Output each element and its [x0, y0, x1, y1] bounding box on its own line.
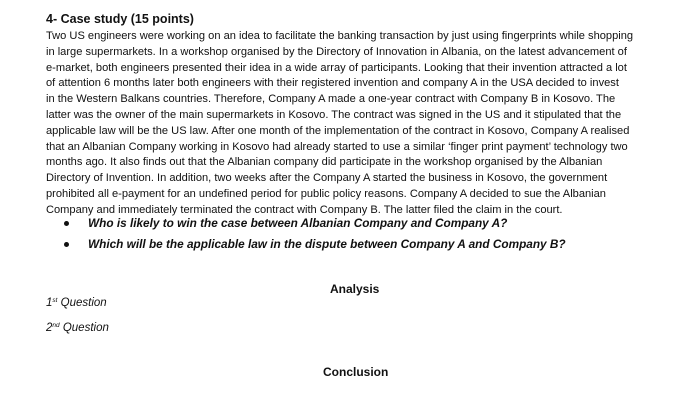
paragraph-line: applicable law will be the US law. After one month of the implementation of the contract in Kosovo, Company A realised	[46, 124, 630, 137]
paragraph-line: in large supermarkets. In a workshop organised by the Directory of Innovation in Albania, on the latest advancement of	[46, 45, 627, 58]
conclusion-heading: Conclusion	[323, 365, 389, 379]
bullet-icon	[64, 221, 69, 226]
question-list	[64, 213, 566, 255]
bullet-icon	[64, 242, 69, 247]
ordinal-suffix: nd	[52, 322, 60, 329]
paragraph-line: Two US engineers were working on an idea to facilitate the banking transaction by just using fingerprints while shopping	[46, 30, 634, 42]
analysis-heading: Analysis	[330, 282, 380, 296]
question-text: Which will be the applicable law in the dispute between Company A and Company B?	[88, 237, 566, 251]
question-label-text: Question	[60, 297, 107, 309]
paragraph-line: in the Western Balkans countries. Therefore, Company A made a one-year contract with Company B in Kosovo. The	[46, 93, 616, 106]
paragraph-line: prohibited all e-payment for an undefined period for public policy reasons. Company A decided to sue the Albanian	[46, 187, 606, 200]
paragraph-line: latter was the owner of the main supermarkets in Kosovo. The contract was signed in the US and it stipulated that the	[46, 108, 622, 121]
ordinal-suffix: st	[52, 297, 58, 304]
case-study-heading: 4- Case study (15 points)	[46, 12, 194, 26]
paragraph-line: e-market, both engineers presented their idea in a wide array of participants. Looking that their invention attracted a lot	[46, 61, 627, 74]
second-question-label	[46, 322, 109, 334]
paragraph-line: that an Albanian Company working in Kosovo had already started to use a similar ‘finger print payment’ technology two	[46, 140, 628, 153]
case-study-paragraph	[46, 29, 666, 219]
paragraph-line: Company and immediately terminated the contract with Company B. The latter filed the claim in the court.	[46, 203, 563, 216]
question-item	[64, 213, 566, 234]
paragraph-line: of attention 6 months later both engineers with their registered invention and company A in the USA decided to invest	[46, 77, 619, 90]
question-label-text: Question	[62, 322, 109, 334]
paragraph-line: months ago. It also finds out that the Albanian company did participate in the workshop organised by the Albanian	[46, 156, 603, 169]
ordinal-number: 2	[46, 322, 53, 334]
ordinal-number: 1	[46, 297, 53, 309]
first-question-label	[46, 297, 107, 309]
question-item	[64, 234, 566, 255]
paragraph-line: Directory of Invention. In addition, two weeks after the Company A started the business in Kosovo, the government	[46, 172, 608, 185]
question-text: Who is likely to win the case between Albanian Company and Company A?	[88, 216, 508, 230]
